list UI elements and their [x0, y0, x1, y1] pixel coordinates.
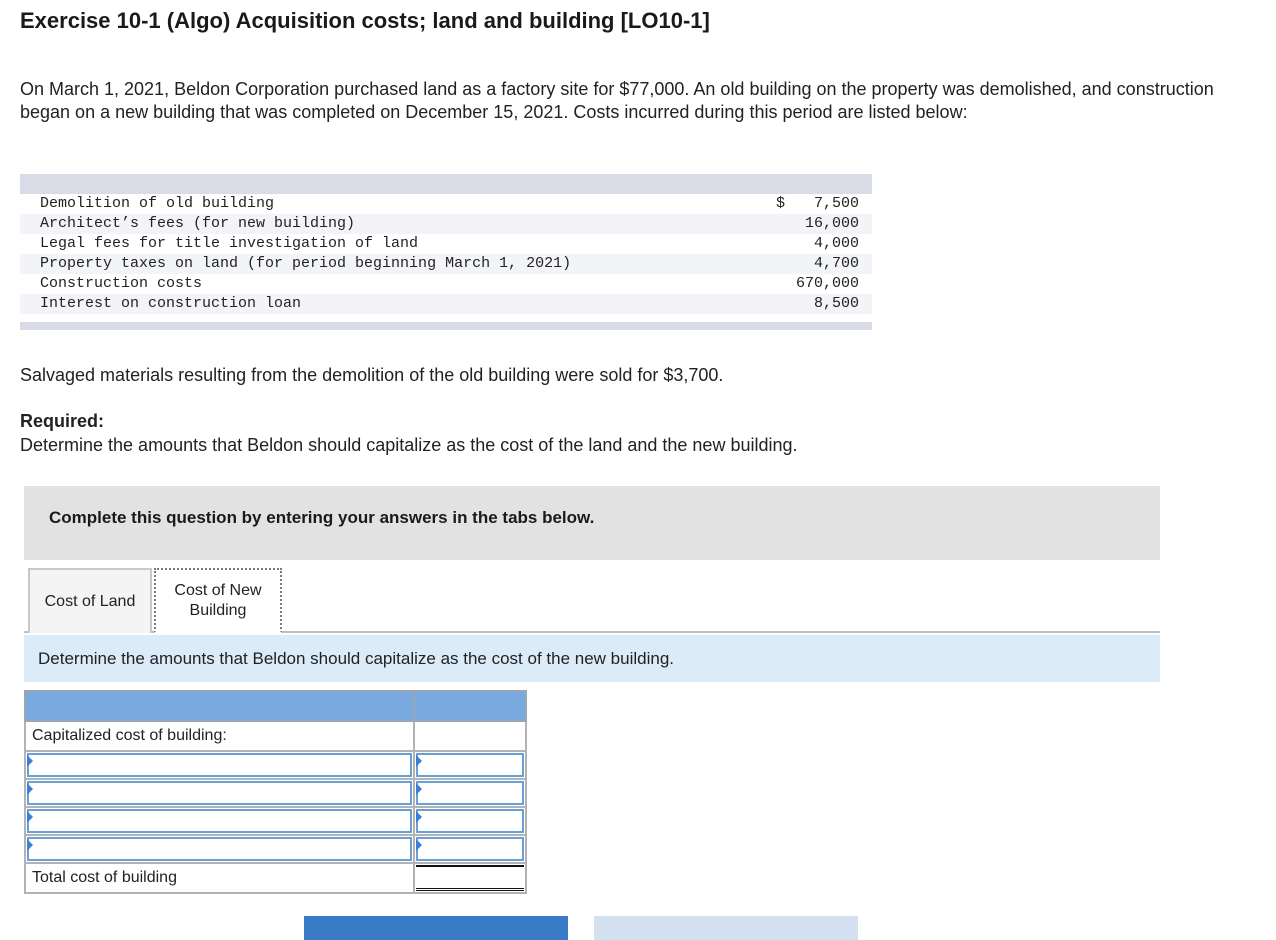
tab-label: Cost of Land	[44, 592, 136, 610]
amount-input[interactable]	[416, 837, 524, 861]
tab-label	[174, 581, 261, 621]
salvage-note: Salvaged materials resulting from the demolition of the old building were sold for $3,700.	[20, 365, 724, 385]
item-input[interactable]	[27, 753, 412, 777]
dropdown-marker-icon	[27, 783, 33, 795]
cost-amount: 670,000	[795, 275, 859, 292]
capitalized-label: Capitalized cost of building:	[25, 721, 414, 751]
cost-label: Demolition of old building	[40, 195, 275, 212]
dropdown-marker-icon	[416, 811, 422, 823]
amount-input[interactable]	[416, 809, 524, 833]
cost-amount: 4,700	[813, 255, 859, 272]
required-text: Determine the amounts that Beldon should capitalize as the cost of the land and the new building.	[20, 435, 798, 455]
problem-intro: On March 1, 2021, Beldon Corporation purchased land as a factory site for $77,000. An old building on the property was demolished, and construction began on a new building that was completed on December 15, 2021. Costs incurred during this period are listed below:	[20, 79, 1214, 122]
cost-row-legal	[20, 234, 872, 254]
cost-label: Legal fees for title investigation of land	[40, 235, 419, 252]
dollar-sign: $	[776, 195, 786, 212]
amount-input[interactable]	[416, 781, 524, 805]
cost-label: Interest on construction loan	[40, 295, 302, 312]
amount-cell	[414, 779, 526, 807]
amount-cell	[414, 751, 526, 779]
cost-row-architect	[20, 214, 872, 234]
dropdown-marker-icon	[27, 811, 33, 823]
cost-amount: 4,000	[813, 235, 859, 252]
building-cost-table	[24, 690, 527, 894]
cost-amount: 8,500	[813, 295, 859, 312]
total-row	[25, 863, 526, 893]
tab-label-line1: Cost of New	[174, 581, 262, 599]
tab-cost-of-new-building[interactable]	[154, 568, 282, 633]
total-input[interactable]	[416, 865, 524, 891]
item-cell	[25, 835, 414, 863]
amount-input[interactable]	[416, 753, 524, 777]
instructions-banner	[24, 486, 1160, 560]
amount-cell	[414, 835, 526, 863]
question-prompt	[24, 635, 1160, 682]
cost-list	[20, 174, 872, 330]
empty-cell	[414, 721, 526, 751]
next-tab-button[interactable]	[594, 916, 858, 940]
table-row	[25, 779, 526, 807]
item-cell	[25, 751, 414, 779]
prompt-text: Determine the amounts that Beldon should capitalize as the cost of the new building.	[38, 649, 674, 668]
table-row	[25, 835, 526, 863]
cost-row-demolition	[20, 194, 872, 214]
required-label: Required:	[20, 411, 105, 431]
tab-cost-of-land[interactable]	[28, 568, 152, 633]
header-cell	[414, 691, 526, 721]
prev-tab-button[interactable]	[304, 916, 568, 940]
dropdown-marker-icon	[27, 839, 33, 851]
dropdown-marker-icon	[416, 755, 422, 767]
capitalized-row	[25, 721, 526, 751]
total-label: Total cost of building	[25, 863, 414, 893]
total-cell	[414, 863, 526, 893]
item-input[interactable]	[27, 837, 412, 861]
cost-label: Architect’s fees (for new building)	[40, 215, 356, 232]
cost-amount: 16,000	[804, 215, 859, 232]
cost-row-interest	[20, 294, 872, 314]
item-input[interactable]	[27, 781, 412, 805]
cost-label: Construction costs	[40, 275, 203, 292]
amount-cell	[414, 807, 526, 835]
tab-label-line2: Building	[189, 601, 247, 619]
page-title: Exercise 10-1 (Algo) Acquisition costs; land and building [LO10-1]	[20, 8, 710, 33]
dropdown-marker-icon	[416, 839, 422, 851]
item-cell	[25, 779, 414, 807]
item-cell	[25, 807, 414, 835]
cost-label: Property taxes on land (for period beginning March 1, 2021)	[40, 255, 572, 272]
dropdown-marker-icon	[416, 783, 422, 795]
cost-row-construction	[20, 274, 872, 294]
table-row	[25, 807, 526, 835]
header-cell	[25, 691, 414, 721]
cost-row-property-taxes	[20, 254, 872, 274]
dropdown-marker-icon	[27, 755, 33, 767]
table-header-row	[25, 691, 526, 721]
item-input[interactable]	[27, 809, 412, 833]
instructions-text: Complete this question by entering your answers in the tabs below.	[49, 508, 595, 527]
cost-amount: 7,500	[813, 195, 859, 212]
table-row	[25, 751, 526, 779]
